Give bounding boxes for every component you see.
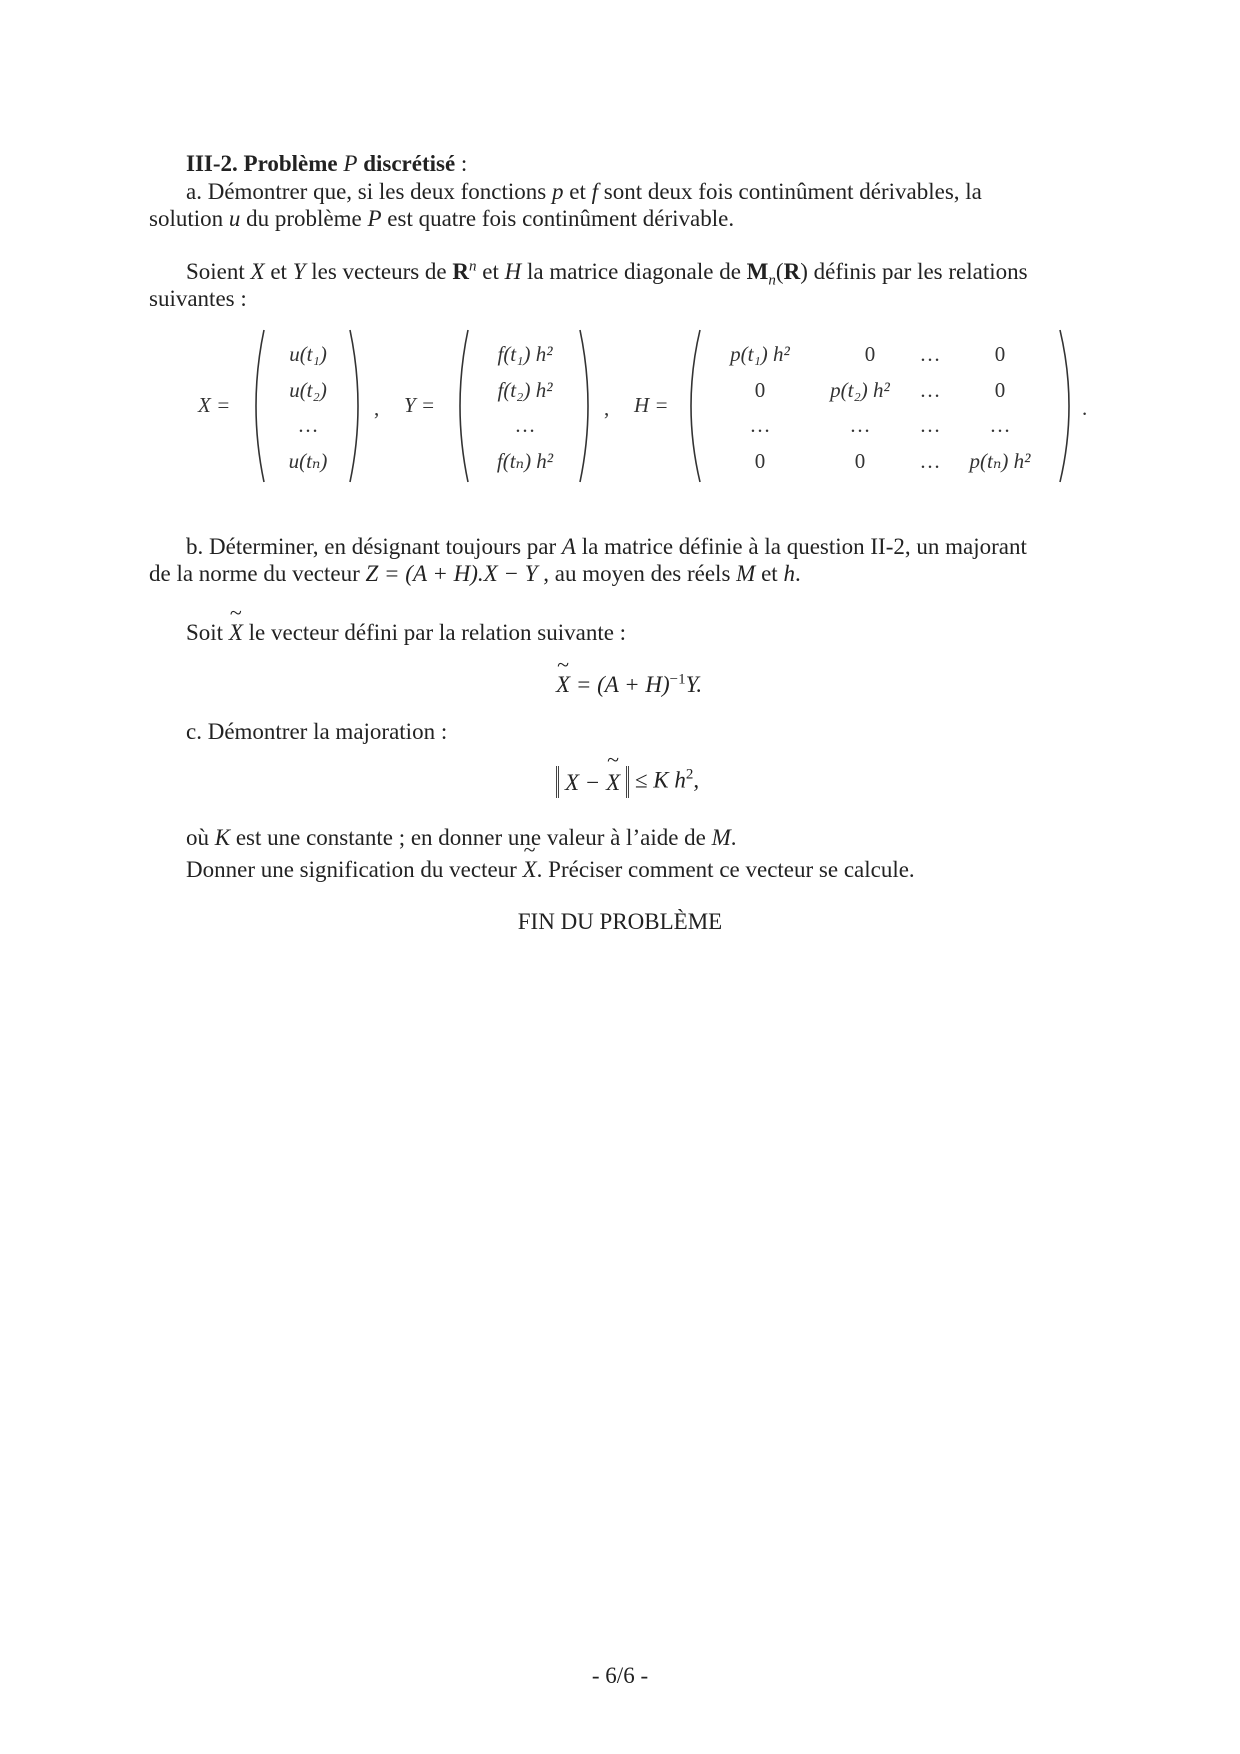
norm-bars: X − ~ X [556,766,629,798]
vector-X-row-4: u(tₙ) [288,449,328,473]
section-title-a: Problème [243,151,338,176]
vector-X-label: X = [198,393,231,417]
definitions-line-2: suivantes : [149,286,247,311]
section-number: III-2 [186,151,233,176]
vector-Y-row-2: f(t₂) h² [497,378,553,402]
vector-Y-left-paren [450,328,470,484]
matrix-H-cell: 0 [994,378,1006,402]
matrix-H-cell: 0 [864,342,876,366]
soit-line: Soit ~ X le vecteur défini par la relation suivante : [186,619,626,647]
matrix-H-cell: … [989,413,1011,437]
section-heading: III-2. Problème P discrétisé : [186,151,468,176]
question-a-line-1: a. Démontrer que, si les deux fonctions p et f sont deux fois continûment dérivables, la [186,179,982,204]
matrix-H-cell: p(tₙ) h² [969,449,1031,473]
vector-X-left-paren [246,328,266,484]
end-of-problem: FIN DU PROBLÈME [517,909,723,934]
vector-Y-row-3: … [514,413,536,437]
vector-Y-label: Y = [404,393,436,417]
vector-Y-row-1: f(t₁) h² [497,342,553,366]
comma-2: , [604,396,610,420]
matrix-H-cell: … [919,378,941,402]
matrix-H-right-paren [1058,328,1080,484]
question-b-line-2: de la norme du vecteur Z = (A + H).X − Y , au moyen des réels M et h. [149,561,801,586]
conclusion-line-1: où K est une constante ; en donner une valeur à l’aide de M. [186,825,737,850]
page-number: - 6/6 - [591,1663,649,1688]
matrix-H-cell: … [749,413,771,437]
matrix-H-cell: p(t₁) h² [730,342,790,366]
matrix-H-cell: … [919,413,941,437]
matrix-H-cell: … [919,342,941,366]
vector-X-row-1: u(t₁) [289,342,327,366]
section-title-var: P [343,151,358,176]
matrix-H-cell: p(t₂) h² [830,378,890,402]
question-b-line-1: b. Déterminer, en désignant toujours par A la matrice définie à la question II-2, un majorant [186,534,1027,559]
matrix-H-label: H = [634,393,669,417]
section-title-b: discrétisé [363,151,456,176]
matrix-H-cell: … [919,449,941,473]
vector-X-row-2: u(t₂) [289,378,327,402]
vector-X-right-paren [348,328,368,484]
conclusion-line-2: Donner une signification du vecteur ~ X. Préciser comment ce vecteur se calcule. [186,856,915,884]
matrix-H-left-paren [680,328,702,484]
question-c: c. Démontrer la majoration : [186,719,448,744]
comma-1: , [374,396,380,420]
matrix-H-cell: 0 [854,449,866,473]
equation-x-tilde: ~ $X = (A + H)^{-1}Y$. [556,671,702,699]
matrix-H-cell: 0 [754,378,766,402]
matrix-H-cell: … [849,413,871,437]
matrix-H-cell: 0 [994,342,1006,366]
definitions-line-1: Soient X et Y les vecteurs de $R^n$ et H la matrice diagonale de $M_n(R)$ définis par les relations [186,258,1028,289]
vector-X-row-3: … [297,413,319,437]
equation-majoration: X − ~ X ≤ K $h^2$, [556,766,699,798]
vector-Y-row-4: f(tₙ) h² [496,449,554,473]
question-a-line-2: solution u du problème P est quatre fois continûment dérivable. [149,206,735,231]
matrix-H-cell: 0 [754,449,766,473]
vector-Y-right-paren [578,328,598,484]
period: . [1082,396,1088,420]
